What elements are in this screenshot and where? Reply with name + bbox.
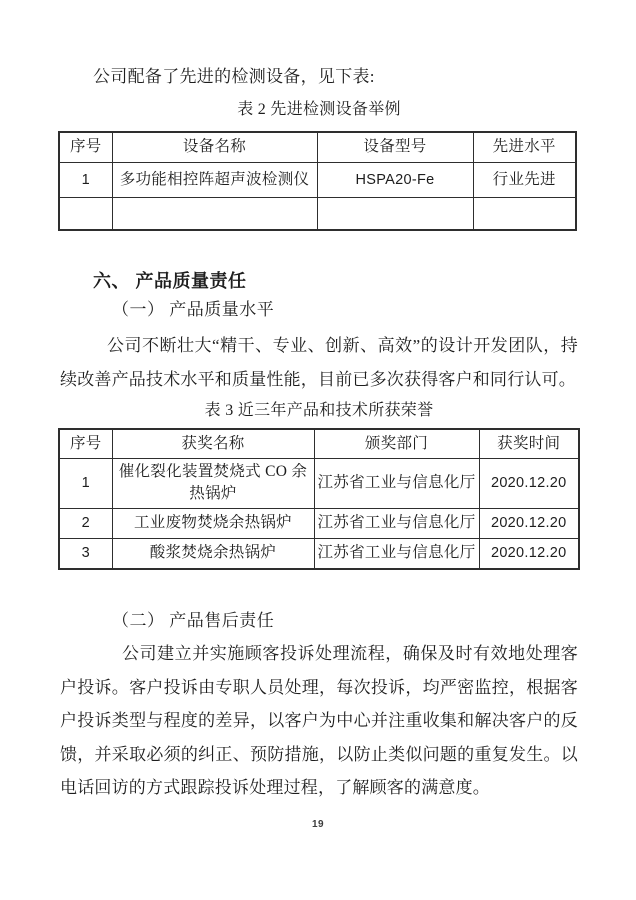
table-cell xyxy=(317,197,473,230)
subsection-title-aftersale: （二） 产品售后责任 xyxy=(112,611,275,630)
table-cell: 江苏省工业与信息化厅 xyxy=(314,458,479,508)
table-cell: HSPA20-Fe xyxy=(317,162,473,197)
column-header: 设备名称 xyxy=(112,132,317,162)
column-header: 设备型号 xyxy=(317,132,473,162)
quality-paragraph: 公司不断壮大“精干、专业、创新、高效”的设计开发团队，持续改善产品技术水平和质量性能，目前已多次获得客户和同行认可。 xyxy=(60,336,578,389)
table-cell xyxy=(473,197,576,230)
table-cell xyxy=(59,197,112,230)
table-header-row xyxy=(59,429,579,458)
table-row xyxy=(59,508,579,538)
table-row xyxy=(59,538,579,569)
table-cell: 2020.12.20 xyxy=(479,458,579,508)
section-heading: 六、 产品质量责任 xyxy=(93,271,247,291)
table-cell: 催化裂化装置焚烧式 CO 余热锅炉 xyxy=(112,458,314,508)
aftersale-paragraph: 公司建立并实施顾客投诉处理流程，确保及时有效地处理客户投诉。客户投诉由专职人员处理，每次投诉，均严密监控，根据客户投诉类型与程度的差异，以客户为中心并注重收集和解决客户的反馈，并采取必须的纠正、预防措施，以防止类似问题的重复发生。以电话回访的方式跟踪投诉处理过程，了解顾客的满意度。 xyxy=(60,644,578,797)
table-row xyxy=(59,197,576,230)
table-cell: 多功能相控阵超声波检测仪 xyxy=(112,162,317,197)
equipment-table xyxy=(58,131,577,231)
table-cell: 1 xyxy=(59,162,112,197)
table-cell xyxy=(112,197,317,230)
table-cell: 江苏省工业与信息化厅 xyxy=(314,508,479,538)
column-header: 先进水平 xyxy=(473,132,576,162)
table-cell: 江苏省工业与信息化厅 xyxy=(314,538,479,569)
table2-caption: 表 2 先进检测设备举例 xyxy=(237,101,401,118)
intro-paragraph: 公司配备了先进的检测设备，见下表: xyxy=(93,67,375,86)
subsection-title-quality: （一） 产品质量水平 xyxy=(112,300,275,319)
awards-table xyxy=(58,428,580,570)
table-cell: 2020.12.20 xyxy=(479,508,579,538)
table-cell: 2020.12.20 xyxy=(479,538,579,569)
table3-caption: 表 3 近三年产品和技术所获荣誉 xyxy=(204,402,434,419)
table-cell: 2 xyxy=(59,508,112,538)
table-cell: 行业先进 xyxy=(473,162,576,197)
column-header: 获奖名称 xyxy=(112,429,314,458)
column-header: 序号 xyxy=(59,132,112,162)
table-cell: 酸浆焚烧余热锅炉 xyxy=(112,538,314,569)
page-number: 19 xyxy=(311,819,325,830)
table-header-row xyxy=(59,132,576,162)
table-cell: 工业废物焚烧余热锅炉 xyxy=(112,508,314,538)
table-row xyxy=(59,458,579,508)
column-header: 序号 xyxy=(59,429,112,458)
table-cell: 1 xyxy=(59,458,112,508)
column-header: 获奖时间 xyxy=(479,429,579,458)
table-row xyxy=(59,162,576,197)
table-cell: 3 xyxy=(59,538,112,569)
column-header: 颁奖部门 xyxy=(314,429,479,458)
